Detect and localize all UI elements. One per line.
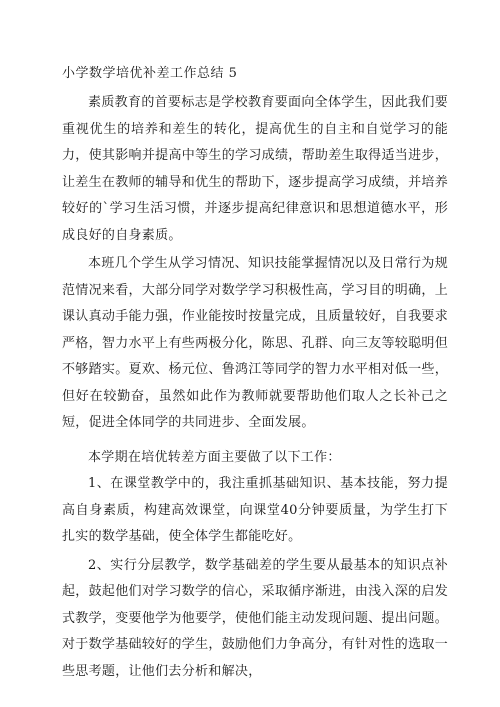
paragraph-intro: 素质教育的首要标志是学校教育要面向全体学生，因此我们要重视优生的培养和差生的转化，提高优生的自主和自觉学习的能力，使其影响并提高中等生的学习成绩，帮助差生取得适当进步，让差生在教师的辅导和优生的帮助下，逐步提高学习成绩，并培养较好的`学习生活习惯，并逐步提高纪律意识和思想道德水平，形成良好的自身素质。 [62,95,448,243]
paragraph-class-situation: 本班几个学生从学习情况、知识技能掌握情况以及日常行为规范情况来看，大部分同学对数学学习积极性高，学习目的明确，上课认真动手能力强，作业能按时按量完成，且质量较好，自我要求严格，智力水平上有些两极分化，陈思、孔群、向三友等较聪明但不够踏实。夏欢、杨元位、鲁鸿江等同学的智力水平相对低一些，但好在较勤奋，虽然如此作为教师就要帮助他们取人之长补己之短，促进全体同学的共同进步、全面发展。 [62,256,448,430]
paragraph-item-2: 2、实行分层教学，数学基础差的学生要从最基本的知识点补起，鼓起他们对学习数学的信心，采取循序渐进，由浅入深的启发式教学，变要他学为他要学，使他们能主动发现问题、提出问题。对于数学基础较好的学生，鼓励他们力争高分，有针对性的选取一些思考题，让他们去分析和解决， [62,557,448,679]
paragraph-work-summary-lead: 本学期在培优转差方面主要做了以下工作： [88,449,341,465]
paragraph-item-1: 1、在课堂教学中的，我注重抓基础知识、基本技能，努力提高自身素质，构建高效课堂，向课堂40分钟要质量，为学生打下扎实的数学基础，使全体学生都能吃好。 [62,476,448,544]
document-title: 小学数学培优补差工作总结 5 [62,66,238,81]
